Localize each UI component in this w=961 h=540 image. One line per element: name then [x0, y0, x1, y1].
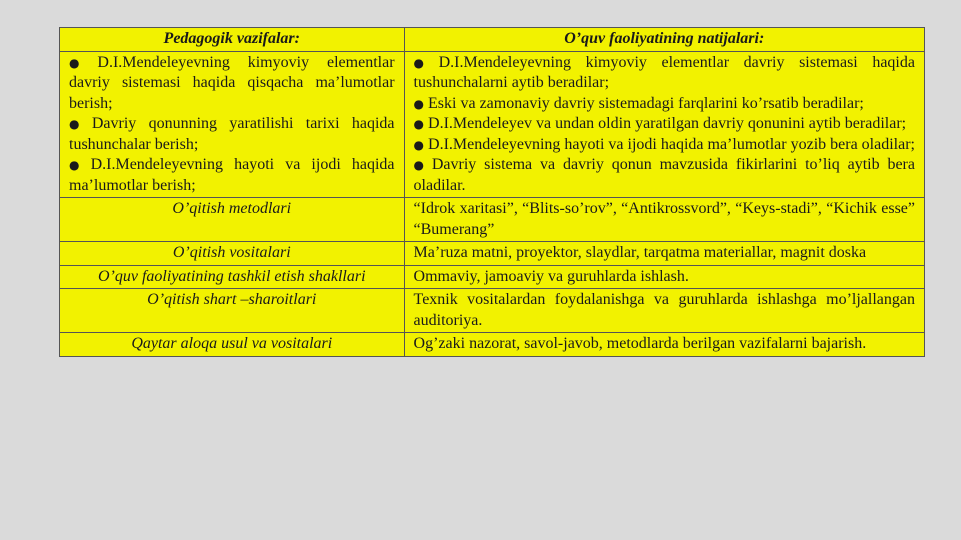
learning-outcomes-cell: [404, 51, 924, 198]
lesson-plan-table: [59, 27, 925, 357]
table-row: [60, 289, 925, 333]
row-value-methods: “Idrok xaritasi”, “Blits-so’rov”, “Antikrossvord”, “Keys-stadi”, “Kichik esse” “Bumerang”: [404, 198, 924, 242]
row-label-feedback: Qaytar aloqa usul va vositalari: [60, 333, 405, 357]
pedagogical-tasks-cell: [60, 51, 405, 198]
table-header-row: [60, 28, 925, 52]
row-label-organization-forms: O’quv faoliyatining tashkil etish shakllari: [60, 265, 405, 289]
row-value-conditions: Texnik vositalardan foydalanishga va guruhlarda ishlashga mo’ljallangan auditoriya.: [404, 289, 924, 333]
bullet-icon: ●: [413, 96, 425, 111]
table-row: [60, 265, 925, 289]
table-row: [60, 333, 925, 357]
tasks-outcomes-row: [60, 51, 925, 198]
list-item: ● Eski va zamonaviy davriy sistemadagi farqlarini ko’rsatib beradilar;: [413, 94, 864, 112]
list-item: ● Davriy sistema va davriy qonun mavzusida fikirlarini to’liq aytib bera oladilar.: [413, 156, 915, 194]
bullet-icon: ●: [69, 158, 87, 172]
list-item: ● D.I.Mendeleyevning hayoti va ijodi haqida ma’lumotlar yozib bera oladilar;: [413, 135, 915, 153]
row-value-tools: Ma’ruza matni, proyektor, slaydlar, tarqatma materiallar, magnit doska: [404, 242, 924, 266]
list-item: ● D.I.Mendeleyev va undan oldin yaratilgan davriy qonunini aytib beradilar;: [413, 115, 907, 132]
list-item: ● Davriy qonunning yaratilishi tarixi haqida tushunchalar berish;: [69, 115, 395, 153]
pedagogical-tasks-list: [69, 53, 395, 197]
bullet-icon: ●: [413, 158, 428, 172]
learning-outcomes-list: [414, 53, 915, 197]
row-value-feedback: Og’zaki nazorat, savol-javob, metodlarda berilgan vazifalarni bajarish.: [404, 333, 924, 357]
list-item: ● D.I.Mendeleyevning hayoti va ijodi haqida ma’lumotlar berish;: [69, 156, 395, 194]
header-pedagogical-tasks: Pedagogik vazifalar:: [60, 28, 405, 52]
table-row: [60, 242, 925, 266]
row-label-methods: O’qitish metodlari: [60, 198, 405, 242]
row-value-organization-forms: Ommaviy, jamoaviy va guruhlarda ishlash.: [404, 265, 924, 289]
row-label-tools: O’qitish vositalari: [60, 242, 405, 266]
bullet-icon: ●: [413, 55, 435, 70]
bullet-icon: ●: [413, 137, 425, 152]
bullet-icon: ●: [69, 55, 94, 70]
table-row: [60, 198, 925, 242]
bullet-icon: ●: [69, 117, 88, 131]
bullet-icon: ●: [413, 117, 425, 131]
header-learning-outcomes: O’quv faoliyatining natijalari:: [404, 28, 924, 52]
list-item: ● D.I.Mendeleyevning kimyoviy elementlar davriy sistemasi haqida qisqacha ma’lumotlar berish;: [69, 53, 395, 112]
row-label-conditions: O’qitish shart –sharoitlari: [60, 289, 405, 333]
list-item: ● D.I.Mendeleyevning kimyoviy elementlar davriy sistemasi haqida tushunchalarni aytib beradilar;: [413, 53, 915, 91]
